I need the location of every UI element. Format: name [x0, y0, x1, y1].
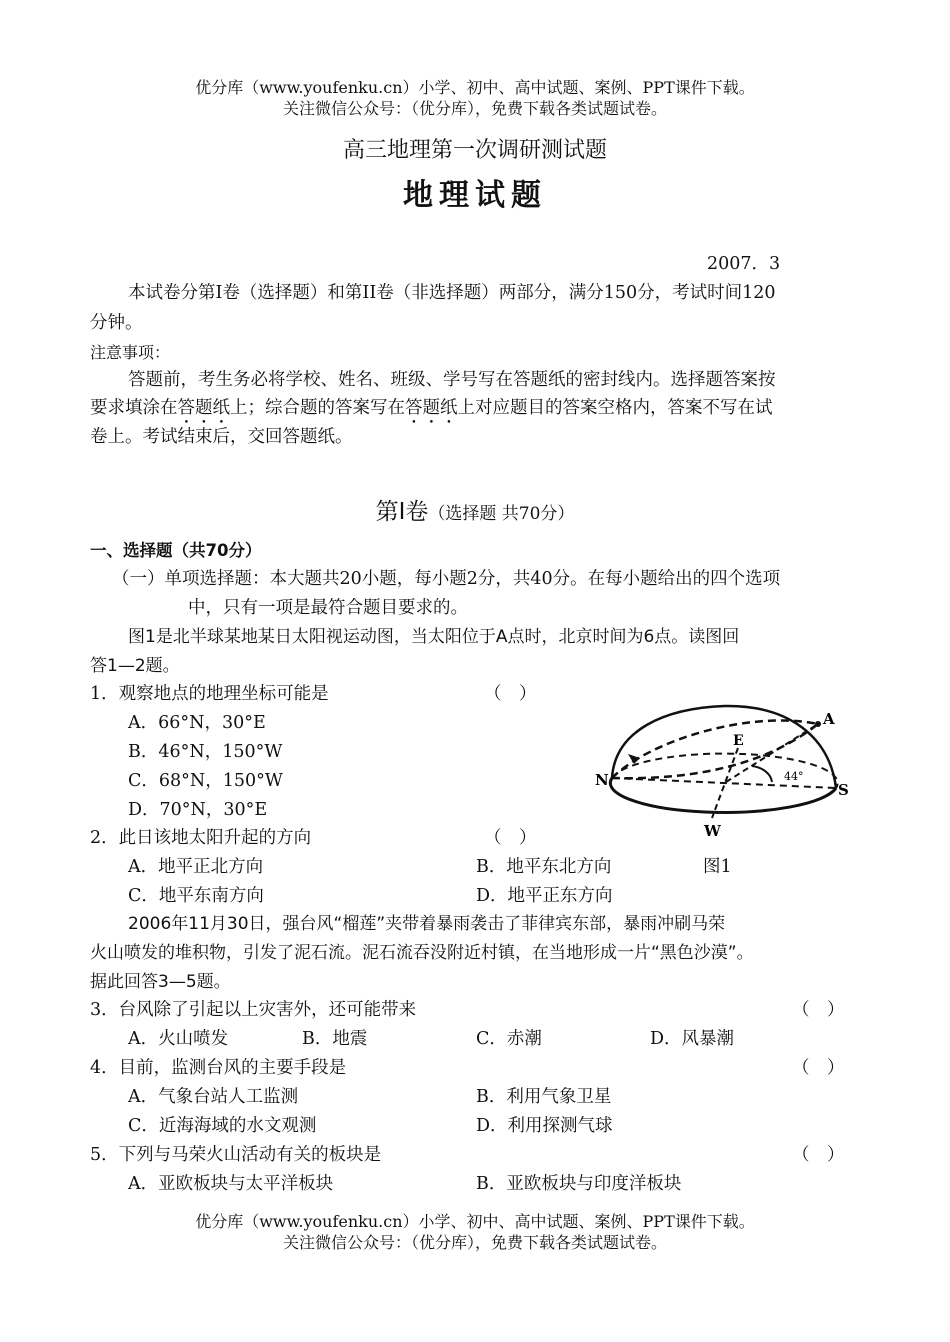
footer-line-1: 优分库（www.youfenku.cn）小学、初中、高中试题、案例、PPT课件下载。 — [195, 1212, 755, 1231]
sub-instruction-line-1: （一）单项选择题：本大题共20小题，每小题2分，共40分。在每小题给出的四个选项 — [112, 569, 781, 589]
q3-option-a[interactable]: A．火山喷发 — [128, 1029, 229, 1049]
q4-stem: 4．目前，监测台风的主要手段是 — [90, 1058, 347, 1078]
typhoon-intro-line-3: 据此回答3—5题。 — [90, 972, 231, 992]
sub-instruction-line-2: 中，只有一项是最符合题目要求的。 — [188, 598, 468, 618]
header-line-2: 关注微信公众号：（优分库），免费下载各类试题试卷。 — [282, 99, 667, 118]
figure-caption: 图1 — [703, 857, 732, 877]
part1-title-main: 第Ⅰ卷 — [375, 499, 429, 525]
q4-option-a[interactable]: A．气象台站人工监测 — [128, 1087, 299, 1107]
q4-answer-bracket[interactable]: （ ） — [792, 1058, 845, 1078]
q5-stem: 5．下列与马荣火山活动有关的板块是 — [90, 1145, 382, 1165]
notice-line-1: 答题前，考生务必将学校、姓名、班级、学号写在答题纸的密封线内。选择题答案按 — [128, 370, 776, 390]
notice-line-2-emphasis-2: 答题纸 — [405, 398, 458, 418]
label-e: E — [733, 733, 744, 749]
q4-option-b[interactable]: B．利用气象卫星 — [476, 1087, 612, 1107]
q3-option-c[interactable]: C．赤潮 — [476, 1029, 542, 1049]
label-a: A — [823, 710, 835, 728]
q4-option-c[interactable]: C．近海海域的水文观测 — [128, 1116, 317, 1136]
q1-option-b[interactable]: B．46°N，150°W — [128, 742, 283, 762]
q2-option-c[interactable]: C．地平东南方向 — [128, 886, 264, 906]
label-n: N — [595, 771, 609, 789]
exam-date: 2007．3 — [707, 254, 781, 274]
label-w: W — [704, 822, 721, 840]
q3-option-b[interactable]: B．地震 — [302, 1029, 368, 1049]
q1-option-c[interactable]: C．68°N，150°W — [128, 771, 283, 791]
q2-option-a[interactable]: A．地平正北方向 — [128, 857, 264, 877]
q4-option-d[interactable]: D．利用探测气球 — [476, 1116, 613, 1136]
exam-title: 地理试题 — [403, 178, 547, 213]
part1-title — [0, 493, 950, 526]
intro-line-1: 本试卷分第I卷（选择题）和第II卷（非选择题）两部分，满分150分，考试时间120 — [128, 283, 776, 303]
footer-line-2: 关注微信公众号：（优分库），免费下载各类试题试卷。 — [282, 1233, 667, 1252]
header-line-1: 优分库（www.youfenku.cn）小学、初中、高中试题、案例、PPT课件下载。 — [195, 78, 755, 97]
notice-line-2-part-a: 要求填涂在 — [90, 398, 178, 418]
q2-option-d[interactable]: D．地平正东方向 — [476, 886, 613, 906]
q1-answer-bracket[interactable]: （ ） — [484, 684, 537, 704]
q5-option-b[interactable]: B．亚欧板块与印度洋板块 — [476, 1174, 682, 1194]
q1-option-d[interactable]: D．70°N，30°E — [128, 800, 268, 820]
q2-stem: 2．此日该地太阳升起的方向 — [90, 828, 312, 848]
q3-answer-bracket[interactable]: （ ） — [792, 1000, 845, 1020]
q5-option-a[interactable]: A．亚欧板块与太平洋板块 — [128, 1174, 334, 1194]
notice-line-2-part-c: 上；综合题的答案写在 — [230, 398, 405, 418]
notice-line-3: 卷上。考试结束后，交回答题纸。 — [90, 427, 353, 447]
part1-title-note: （选择题 共70分） — [428, 504, 575, 524]
intro-line-2: 分钟。 — [90, 313, 143, 333]
q3-option-d[interactable]: D．风暴潮 — [650, 1029, 735, 1049]
notice-line-2-part-e: 上对应题目的答案空格内，答案不写在试 — [457, 398, 773, 418]
sun-path-diagram — [590, 700, 870, 850]
typhoon-intro-line-2: 火山喷发的堆积物，引发了泥石流。泥石流吞没附近村镇，在当地形成一片“黑色沙漠”。 — [90, 943, 754, 963]
label-s: S — [838, 781, 849, 799]
figure-intro-line-2: 答1—2题。 — [90, 656, 180, 676]
typhoon-intro-line-1: 2006年11月30日，强台风“榴莲”夹带着暴雨袭击了菲律宾东部，暴雨冲刷马荣 — [128, 914, 726, 934]
q2-option-b[interactable]: B．地平东北方向 — [476, 857, 612, 877]
q3-stem: 3．台风除了引起以上灾害外，还可能带来 — [90, 1000, 417, 1020]
figure-intro-line-1: 图1是北半球某地某日太阳视运动图，当太阳位于A点时，北京时间为6点。读图回 — [128, 627, 740, 647]
point-a-marker — [815, 721, 821, 727]
direction-arrow-icon — [628, 754, 640, 764]
angle-arc — [752, 766, 772, 782]
exam-subtitle: 高三地理第一次调研测试题 — [342, 138, 607, 163]
q5-answer-bracket[interactable]: （ ） — [792, 1145, 845, 1165]
q1-stem: 1．观察地点的地理坐标可能是 — [90, 684, 329, 704]
q1-option-a[interactable]: A．66°N，30°E — [128, 713, 266, 733]
notice-heading: 注意事项： — [90, 343, 171, 362]
section-heading: 一、选择题（共70分） — [90, 541, 262, 560]
notice-line-2-emphasis-1: 答题纸 — [177, 398, 230, 418]
angle-label: 44° — [784, 770, 804, 783]
q2-answer-bracket[interactable]: （ ） — [484, 828, 537, 848]
